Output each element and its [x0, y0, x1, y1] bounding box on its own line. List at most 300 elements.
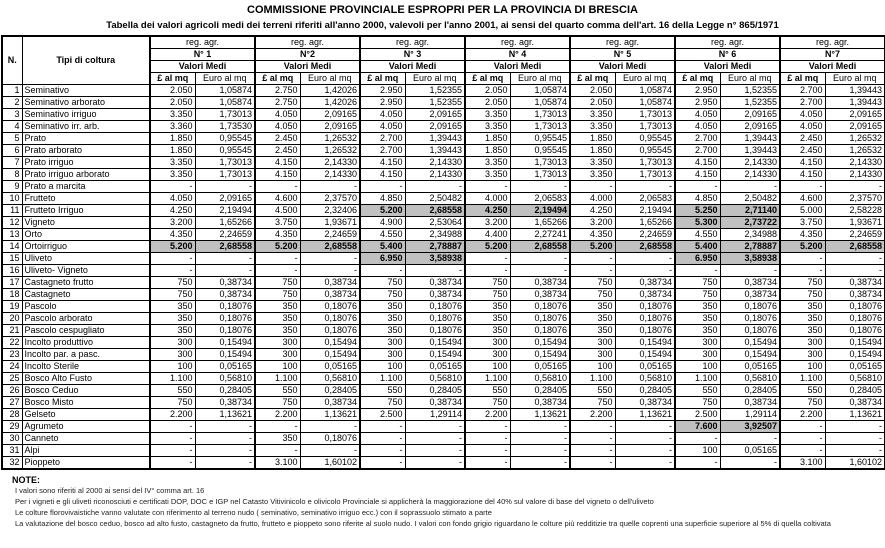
lira-value: 6.950 — [360, 253, 405, 265]
lira-value: 2.050 — [465, 97, 510, 109]
crop-name: Frutteto Irriguo — [22, 205, 150, 217]
euro-value: 0,05165 — [720, 445, 780, 457]
lira-value: 300 — [675, 337, 720, 349]
lira-value: - — [150, 253, 195, 265]
lira-value: - — [360, 457, 405, 470]
lira-value: 2.700 — [780, 85, 825, 97]
euro-value: - — [615, 253, 675, 265]
lira-value: - — [360, 421, 405, 433]
euro-value: - — [405, 181, 465, 193]
lira-value: - — [255, 445, 300, 457]
lira-value: - — [465, 265, 510, 277]
crop-name: Prato a marcita — [22, 181, 150, 193]
euro-value: - — [510, 457, 570, 470]
lira-value: 2.050 — [570, 85, 615, 97]
euro-value: 0,15494 — [300, 337, 360, 349]
euro-column-header: Euro al mq — [300, 73, 360, 85]
lira-value: 4.150 — [780, 169, 825, 181]
euro-value: 2,09165 — [720, 109, 780, 121]
lira-value: - — [150, 181, 195, 193]
euro-value: 0,05165 — [825, 361, 885, 373]
lira-value: - — [570, 433, 615, 445]
lira-value: - — [150, 457, 195, 470]
lira-value: 2.200 — [570, 409, 615, 421]
lira-value: 100 — [255, 361, 300, 373]
lira-value: 2.200 — [150, 409, 195, 421]
euro-value: - — [615, 421, 675, 433]
lira-value: 750 — [255, 397, 300, 409]
region-header-number: N°7 — [780, 49, 885, 61]
lira-value: 1.100 — [465, 373, 510, 385]
table-row — [2, 337, 885, 349]
row-number: 18 — [2, 289, 22, 301]
lira-value: 4.350 — [570, 229, 615, 241]
lira-value: 5.200 — [570, 241, 615, 253]
euro-value: 1,05874 — [195, 85, 255, 97]
lira-value: 350 — [570, 313, 615, 325]
euro-value: 2,27241 — [510, 229, 570, 241]
lira-value: 5.300 — [675, 217, 720, 229]
euro-column-header: Euro al mq — [825, 73, 885, 85]
lira-value: 750 — [675, 289, 720, 301]
euro-value: 2,24659 — [300, 229, 360, 241]
euro-value: 1,73013 — [510, 121, 570, 133]
lira-value: 3.750 — [780, 217, 825, 229]
euro-value: 0,28405 — [720, 385, 780, 397]
lira-value: 3.350 — [465, 169, 510, 181]
lira-value: 2.200 — [465, 409, 510, 421]
lira-value: 4.150 — [675, 169, 720, 181]
lira-value: - — [780, 421, 825, 433]
region-header-number: N° 3 — [360, 49, 465, 61]
euro-value: 0,38734 — [825, 289, 885, 301]
lira-value: 3.360 — [150, 121, 195, 133]
lira-value: 750 — [360, 397, 405, 409]
lira-value: 6.950 — [675, 253, 720, 265]
lira-value: - — [570, 253, 615, 265]
euro-value: 0,38734 — [195, 277, 255, 289]
lira-value: 350 — [360, 301, 405, 313]
crop-name: Agrumeto — [22, 421, 150, 433]
euro-value: 0,18076 — [615, 301, 675, 313]
lira-value: 2.500 — [360, 409, 405, 421]
euro-value: - — [195, 265, 255, 277]
lira-value: - — [570, 421, 615, 433]
crop-name: Pioppeto — [22, 457, 150, 470]
crop-name: Prato irriguo arborato — [22, 169, 150, 181]
euro-value: 0,95545 — [195, 133, 255, 145]
euro-value: 2,14330 — [405, 157, 465, 169]
euro-value: 1,05874 — [615, 97, 675, 109]
euro-value: 0,28405 — [615, 385, 675, 397]
lira-value: 350 — [675, 301, 720, 313]
euro-value: 1,73013 — [615, 109, 675, 121]
lira-value: 350 — [150, 325, 195, 337]
euro-value: 0,38734 — [300, 289, 360, 301]
euro-value: 0,05165 — [300, 361, 360, 373]
row-number: 5 — [2, 133, 22, 145]
lira-value: 4.050 — [780, 121, 825, 133]
lira-value: - — [570, 181, 615, 193]
euro-value: 1,42026 — [300, 97, 360, 109]
lira-value: 3.100 — [255, 457, 300, 470]
lira-value: 350 — [255, 433, 300, 445]
lira-value: 1.100 — [675, 373, 720, 385]
lira-value: - — [465, 457, 510, 470]
euro-value: - — [300, 265, 360, 277]
euro-value: - — [510, 421, 570, 433]
lira-value: 750 — [780, 277, 825, 289]
euro-value: 1,39443 — [405, 133, 465, 145]
euro-value: - — [510, 445, 570, 457]
region-header-label: reg. agr. — [465, 36, 570, 49]
lira-value: 550 — [255, 385, 300, 397]
table-row — [2, 97, 885, 109]
euro-value: 1,73013 — [615, 169, 675, 181]
table-row — [2, 217, 885, 229]
table-row — [2, 397, 885, 409]
euro-value: 0,18076 — [615, 313, 675, 325]
lira-value: - — [675, 457, 720, 470]
lira-value: 300 — [465, 349, 510, 361]
euro-value: 0,15494 — [720, 349, 780, 361]
euro-value: 0,38734 — [300, 277, 360, 289]
euro-value: 0,15494 — [195, 349, 255, 361]
lira-value: 350 — [570, 325, 615, 337]
euro-value: - — [405, 457, 465, 470]
lira-value: 300 — [570, 349, 615, 361]
euro-value: 2,71140 — [720, 205, 780, 217]
euro-value: - — [300, 445, 360, 457]
euro-value: 1,60102 — [825, 457, 885, 470]
lira-value: 2.950 — [675, 97, 720, 109]
euro-value: 2,09165 — [300, 121, 360, 133]
crop-name: Ortoirriguo — [22, 241, 150, 253]
lira-value: 4.150 — [360, 157, 405, 169]
lira-value: 4.250 — [570, 205, 615, 217]
euro-value: 2,14330 — [720, 157, 780, 169]
table-row — [2, 229, 885, 241]
crop-name: Seminativo — [22, 85, 150, 97]
euro-value: 0,15494 — [510, 337, 570, 349]
lira-value: 100 — [780, 361, 825, 373]
lira-value: - — [255, 253, 300, 265]
lira-value: - — [780, 433, 825, 445]
lira-value: - — [570, 445, 615, 457]
euro-value: 0,28405 — [195, 385, 255, 397]
table-row — [2, 181, 885, 193]
table-row — [2, 361, 885, 373]
lira-value: 4.050 — [675, 121, 720, 133]
crop-name: Incolto par. a pasc. — [22, 349, 150, 361]
lira-value: 4.550 — [675, 229, 720, 241]
lira-value: - — [780, 181, 825, 193]
euro-value: 2,09165 — [825, 121, 885, 133]
euro-value: - — [405, 433, 465, 445]
euro-value: - — [825, 265, 885, 277]
lira-value: 1.100 — [780, 373, 825, 385]
lira-value: 1.850 — [150, 145, 195, 157]
euro-value: - — [615, 433, 675, 445]
euro-value: 1,65266 — [195, 217, 255, 229]
row-number: 19 — [2, 301, 22, 313]
lira-value: 750 — [465, 277, 510, 289]
row-number: 16 — [2, 265, 22, 277]
euro-value: - — [405, 265, 465, 277]
lira-value: - — [465, 181, 510, 193]
lira-value: 750 — [255, 277, 300, 289]
euro-value: 1,29114 — [720, 409, 780, 421]
euro-value: 0,05165 — [615, 361, 675, 373]
euro-value: 0,38734 — [405, 397, 465, 409]
lira-value: 350 — [675, 325, 720, 337]
lira-value: 4.150 — [780, 157, 825, 169]
euro-value: 1,26532 — [300, 145, 360, 157]
lira-value: 3.350 — [465, 121, 510, 133]
euro-value: 0,18076 — [300, 313, 360, 325]
row-number: 4 — [2, 121, 22, 133]
lira-value: 2.450 — [780, 133, 825, 145]
euro-value: 1,73013 — [615, 157, 675, 169]
crop-name: Vigneto — [22, 217, 150, 229]
lira-column-header: £ al mq — [255, 73, 300, 85]
euro-value: - — [195, 445, 255, 457]
lira-value: 2.200 — [255, 409, 300, 421]
table-row — [2, 457, 885, 470]
lira-value: 350 — [570, 301, 615, 313]
euro-value: 2,14330 — [720, 169, 780, 181]
crop-name: Pascolo — [22, 301, 150, 313]
crop-name: Incolto produttivo — [22, 337, 150, 349]
lira-value: 1.100 — [150, 373, 195, 385]
table-row — [2, 421, 885, 433]
euro-value: 1,26532 — [300, 133, 360, 145]
euro-value: 3,58938 — [405, 253, 465, 265]
lira-value: 2.500 — [675, 409, 720, 421]
notes-section — [0, 475, 885, 529]
lira-value: - — [675, 433, 720, 445]
lira-value: - — [255, 421, 300, 433]
table-row — [2, 325, 885, 337]
row-number: 21 — [2, 325, 22, 337]
euro-value: 0,15494 — [195, 337, 255, 349]
lira-value: - — [675, 181, 720, 193]
lira-value: 2.050 — [150, 85, 195, 97]
euro-value: 0,56810 — [720, 373, 780, 385]
euro-value: 0,28405 — [825, 385, 885, 397]
lira-value: 4.050 — [150, 193, 195, 205]
lira-value: 300 — [360, 337, 405, 349]
euro-value: 0,18076 — [510, 325, 570, 337]
valori-medi-header: Valori Medi — [675, 61, 780, 73]
lira-value: 4.350 — [255, 229, 300, 241]
table-row — [2, 433, 885, 445]
euro-value: 0,05165 — [405, 361, 465, 373]
region-header-label: reg. agr. — [675, 36, 780, 49]
lira-value: 5.250 — [675, 205, 720, 217]
euro-value: 0,18076 — [405, 325, 465, 337]
lira-value: 750 — [675, 277, 720, 289]
lira-value: 300 — [255, 337, 300, 349]
euro-value: 1,05874 — [510, 85, 570, 97]
lira-value: - — [465, 445, 510, 457]
crop-name: Pascolo cespugliato — [22, 325, 150, 337]
row-number: 13 — [2, 229, 22, 241]
euro-value: - — [615, 265, 675, 277]
lira-value: 2.750 — [255, 97, 300, 109]
lira-column-header: £ al mq — [360, 73, 405, 85]
row-number: 1 — [2, 85, 22, 97]
euro-value: - — [615, 181, 675, 193]
lira-value: 2.700 — [780, 97, 825, 109]
lira-value: 4.150 — [255, 169, 300, 181]
table-row — [2, 241, 885, 253]
euro-value: 0,38734 — [405, 277, 465, 289]
lira-value: - — [150, 265, 195, 277]
euro-value: 1,13621 — [300, 409, 360, 421]
lira-value: 3.350 — [570, 169, 615, 181]
lira-value: 550 — [570, 385, 615, 397]
euro-value: 1,26532 — [825, 133, 885, 145]
euro-column-header: Euro al mq — [720, 73, 780, 85]
euro-value: - — [405, 445, 465, 457]
euro-value: 2,14330 — [825, 157, 885, 169]
lira-value: 1.100 — [255, 373, 300, 385]
note-line: La valutazione del bosco ceduo, bosco ad alto fusto, castagneto da frutto, frutteto e pioppeto sono riferite al suolo nudo. I valori con fondo grigio riguardano le colture più redditizie tra quelle coprenti una superficie superiore al 5% di quella coltivata — [15, 519, 831, 528]
euro-value: 1,13621 — [510, 409, 570, 421]
euro-value: 0,15494 — [615, 337, 675, 349]
lira-value: 550 — [150, 385, 195, 397]
lira-value: 3.350 — [465, 109, 510, 121]
table-row — [2, 385, 885, 397]
euro-value: - — [195, 433, 255, 445]
lira-value: 3.200 — [465, 217, 510, 229]
euro-value: 0,38734 — [195, 289, 255, 301]
lira-value: 1.850 — [465, 133, 510, 145]
lira-value: 5.200 — [150, 241, 195, 253]
euro-value: - — [300, 181, 360, 193]
lira-value: - — [255, 265, 300, 277]
lira-value: 750 — [780, 289, 825, 301]
table-row — [2, 445, 885, 457]
lira-value: 2.700 — [675, 145, 720, 157]
euro-value: 2,34988 — [405, 229, 465, 241]
euro-value: 1,42026 — [300, 85, 360, 97]
lira-column-header: £ al mq — [465, 73, 510, 85]
table-row — [2, 289, 885, 301]
row-number: 25 — [2, 373, 22, 385]
row-number: 10 — [2, 193, 22, 205]
euro-value: 0,95545 — [615, 145, 675, 157]
euro-value: 2,09165 — [720, 121, 780, 133]
euro-value: 0,15494 — [405, 349, 465, 361]
euro-value: 0,18076 — [825, 313, 885, 325]
euro-value: 1,39443 — [405, 145, 465, 157]
region-header-number: N° 6 — [675, 49, 780, 61]
lira-value: 750 — [570, 277, 615, 289]
euro-value: 2,68558 — [405, 205, 465, 217]
lira-value: 4.050 — [360, 109, 405, 121]
euro-value: - — [510, 433, 570, 445]
euro-value: 1,65266 — [615, 217, 675, 229]
lira-column-header: £ al mq — [675, 73, 720, 85]
lira-value: - — [465, 253, 510, 265]
crop-name: Seminativo arborato — [22, 97, 150, 109]
euro-value: 1,13621 — [825, 409, 885, 421]
euro-value: 0,18076 — [510, 301, 570, 313]
lira-value: 4.250 — [150, 205, 195, 217]
lira-value: 7.600 — [675, 421, 720, 433]
table-row — [2, 301, 885, 313]
euro-value: 0,18076 — [300, 433, 360, 445]
lira-value: 100 — [675, 445, 720, 457]
euro-value: 0,56810 — [405, 373, 465, 385]
euro-value: 0,18076 — [195, 325, 255, 337]
crop-name: Prato irriguo — [22, 157, 150, 169]
lira-value: 100 — [150, 361, 195, 373]
region-header-label: reg. agr. — [255, 36, 360, 49]
euro-value: - — [825, 421, 885, 433]
lira-value: 350 — [780, 301, 825, 313]
euro-value: 0,05165 — [720, 361, 780, 373]
crop-name: Prato arborato — [22, 145, 150, 157]
lira-value: 300 — [780, 349, 825, 361]
lira-value: 4.550 — [360, 229, 405, 241]
lira-value: 550 — [465, 385, 510, 397]
euro-value: 1,39443 — [825, 85, 885, 97]
euro-value: 2,09165 — [825, 109, 885, 121]
row-number: 9 — [2, 181, 22, 193]
crop-name: Orto — [22, 229, 150, 241]
euro-value: - — [825, 445, 885, 457]
lira-value: 2.450 — [255, 145, 300, 157]
euro-value: - — [720, 181, 780, 193]
euro-value: 2,09165 — [405, 109, 465, 121]
euro-value: 0,38734 — [195, 397, 255, 409]
row-number: 31 — [2, 445, 22, 457]
euro-value: 2,06583 — [615, 193, 675, 205]
crop-name: Bosco Alto Fusto — [22, 373, 150, 385]
row-number: 26 — [2, 385, 22, 397]
euro-value: - — [825, 181, 885, 193]
euro-value: 0,56810 — [300, 373, 360, 385]
euro-value: 0,15494 — [510, 349, 570, 361]
lira-value: 750 — [360, 289, 405, 301]
euro-value: 1,93671 — [300, 217, 360, 229]
euro-value: - — [825, 433, 885, 445]
lira-value: 5.200 — [465, 241, 510, 253]
lira-value: - — [780, 265, 825, 277]
lira-value: 750 — [780, 397, 825, 409]
euro-value: 1,65266 — [510, 217, 570, 229]
euro-value: 2,78887 — [720, 241, 780, 253]
table-header — [2, 36, 885, 85]
euro-value: 1,73013 — [510, 169, 570, 181]
lira-value: 300 — [675, 349, 720, 361]
lira-value: 2.200 — [780, 409, 825, 421]
lira-value: 4.150 — [360, 169, 405, 181]
lira-value: 4.000 — [465, 193, 510, 205]
row-number: 22 — [2, 337, 22, 349]
euro-value: 0,28405 — [300, 385, 360, 397]
euro-value: 0,38734 — [615, 289, 675, 301]
row-number: 8 — [2, 169, 22, 181]
lira-value: 300 — [465, 337, 510, 349]
lira-value: 4.850 — [675, 193, 720, 205]
euro-value: 0,18076 — [720, 313, 780, 325]
euro-value: 0,38734 — [720, 397, 780, 409]
row-number: 11 — [2, 205, 22, 217]
